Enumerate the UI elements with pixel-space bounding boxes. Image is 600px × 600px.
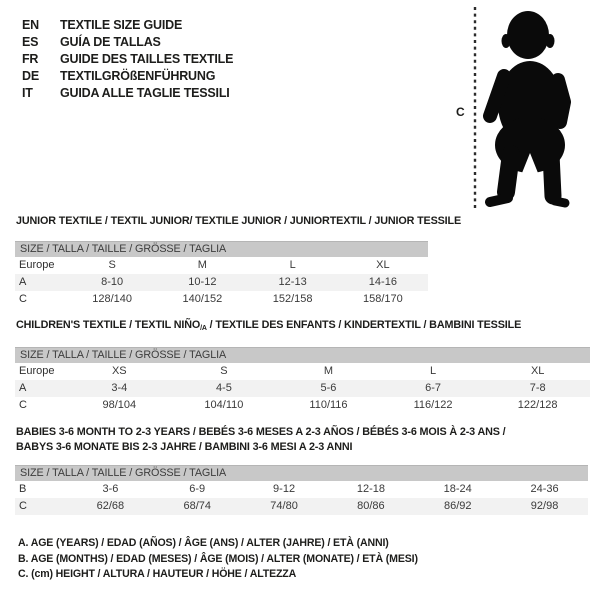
size-header-bar: SIZE / TALLA / TAILLE / GRÖSSE / TAGLIA (15, 465, 588, 481)
cell: 12-13 (278, 276, 307, 288)
language-title: GUIDA ALLE TAGLIE TESSILI (60, 86, 230, 100)
cell: 10-12 (188, 276, 217, 288)
cell: 7-8 (529, 382, 546, 394)
cell: XL (530, 365, 545, 377)
cell: 158/170 (362, 293, 403, 305)
cell: 5-6 (320, 382, 337, 394)
cell: 128/140 (92, 293, 132, 305)
row-label: Europe (19, 365, 55, 377)
cell: 3-4 (111, 382, 128, 394)
table-row (15, 481, 588, 498)
note-a: A. AGE (YEARS) / EDAD (AÑOS) / ÂGE (ANS) / ALTER (JAHRE) / ETÀ (ANNI) (18, 537, 389, 549)
cell: XS (111, 365, 127, 377)
table-row (15, 257, 428, 274)
cell: 110/116 (309, 399, 348, 411)
baby-silhouette-image (452, 4, 600, 216)
children-title-sub: /A (200, 325, 207, 332)
babies-title-line2: BABYS 3-6 MONATE BIS 2-3 JAHRE / BAMBINI 3-6 MESI A 2-3 ANNI (16, 441, 353, 453)
note-c: C. (cm) HEIGHT / ALTURA / HAUTEUR / HÖHE / ALTEZZA (18, 568, 297, 580)
language-row (22, 34, 233, 51)
baby-silhouette (490, 11, 565, 203)
children-table (15, 347, 590, 414)
children-title-post: / TEXTILE DES ENFANTS / KINDERTEXTIL / BAMBINI TESSILE (206, 319, 522, 331)
baby-height-figure (452, 4, 600, 216)
cell: 6-7 (425, 382, 442, 394)
children-section (15, 319, 590, 414)
row-label: A (19, 276, 27, 288)
cell: 152/158 (272, 293, 313, 305)
cell: L (430, 365, 437, 377)
table-row (15, 291, 428, 308)
cell: 62/68 (96, 500, 125, 512)
table-row (15, 498, 588, 515)
cell: 24-36 (530, 483, 559, 495)
junior-title: JUNIOR TEXTILE / TEXTIL JUNIOR/ TEXTILE JUNIOR / JUNIORTEXTIL / JUNIOR TESSILE (16, 215, 462, 227)
row-label: C (19, 293, 27, 305)
cell: 92/98 (530, 500, 559, 512)
language-row (22, 68, 233, 85)
children-title (16, 319, 590, 335)
language-code: EN (22, 18, 39, 32)
language-code: IT (22, 86, 33, 100)
cell: M (323, 365, 334, 377)
language-row (22, 51, 233, 68)
row-label: A (19, 382, 27, 394)
language-title: TEXTILE SIZE GUIDE (60, 18, 183, 32)
table-row (15, 274, 428, 291)
height-c-label: C (456, 105, 465, 119)
cell: 116/122 (413, 399, 453, 411)
cell: M (197, 259, 207, 271)
cell: 140/152 (182, 293, 223, 305)
babies-section (15, 425, 588, 515)
cell: 9-12 (273, 483, 296, 495)
cell: S (220, 365, 228, 377)
cell: 6-9 (189, 483, 206, 495)
cell: 98/104 (102, 399, 137, 411)
language-code: DE (22, 69, 39, 83)
cell: 3-6 (102, 483, 119, 495)
note-b: B. AGE (MONTHS) / EDAD (MESES) / ÂGE (MOIS) / ALTER (MONATE) / ETÀ (MESI) (18, 552, 418, 565)
size-header-bar: SIZE / TALLA / TAILLE / GRÖSSE / TAGLIA (15, 241, 428, 257)
size-header-bar: SIZE / TALLA / TAILLE / GRÖSSE / TAGLIA (15, 347, 590, 363)
cell: L (289, 259, 296, 271)
language-title-list (22, 17, 233, 102)
cell: 12-18 (356, 483, 385, 495)
cell: 8-10 (101, 276, 124, 288)
row-label: C (19, 399, 27, 411)
cell: 4-5 (215, 382, 232, 394)
cell: 86/92 (443, 500, 472, 512)
cell: 68/74 (183, 500, 211, 512)
cell: 14-16 (368, 276, 397, 288)
language-title: TEXTILGRÖßENFÜHRUNG (60, 69, 216, 83)
cell: XL (376, 259, 390, 271)
children-title-pre: CHILDREN'S TEXTILE / TEXTIL NIÑO (16, 319, 201, 331)
babies-title-line1: BABIES 3-6 MONTH TO 2-3 YEARS / BEBÉS 3-6 MESES A 2-3 AÑOS / BÉBÉS 3-6 MOIS À 2-3 ANS / (16, 426, 506, 438)
row-label: C (19, 500, 27, 512)
language-code: ES (22, 35, 39, 49)
language-row (22, 85, 233, 102)
table-row (15, 397, 590, 414)
legend-notes (18, 536, 418, 583)
language-row (22, 17, 233, 34)
language-title: GUÍA DE TALLAS (60, 35, 161, 49)
junior-section (15, 215, 462, 308)
cell: 122/128 (517, 399, 558, 411)
cell: 80/86 (357, 500, 385, 512)
cell: 104/110 (204, 399, 244, 411)
cell: 74/80 (270, 500, 298, 512)
table-row (15, 380, 590, 397)
table-row (15, 363, 590, 380)
cell: 18-24 (443, 483, 472, 495)
row-label: B (19, 483, 27, 495)
junior-table (15, 241, 428, 308)
babies-table (15, 465, 588, 515)
row-label: Europe (19, 259, 55, 271)
cell: S (108, 259, 116, 271)
language-code: FR (22, 52, 39, 66)
language-title: GUIDE DES TAILLES TEXTILE (60, 52, 234, 66)
